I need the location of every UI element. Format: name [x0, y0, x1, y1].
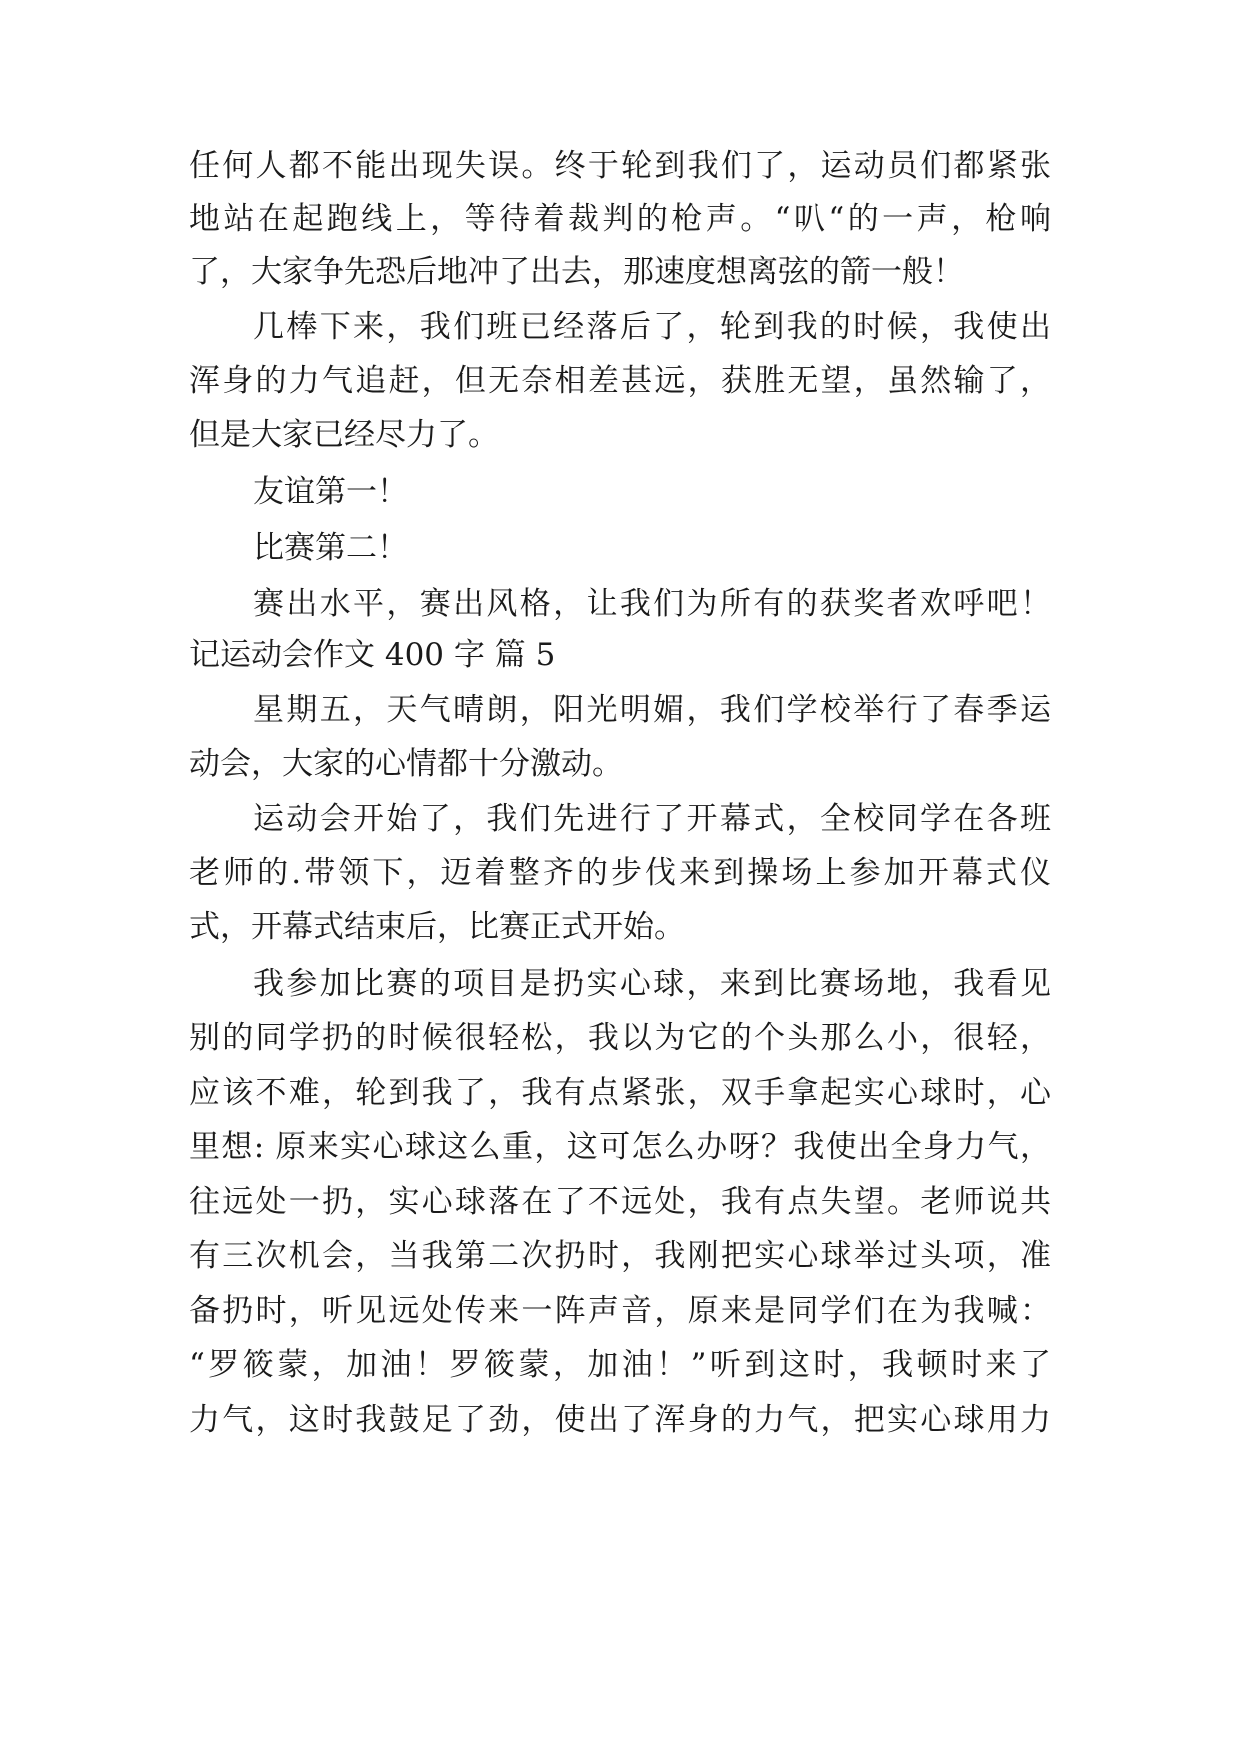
text-line: “罗筱蒙，加油！罗筱蒙，加油！”听到这时，我顿时来了 — [189, 1347, 1051, 1383]
text-line: 里想: 原来实心球这么重，这可怎么办呀？我使出全身力气， — [189, 1129, 1051, 1165]
text-line: 运动会开始了，我们先进行了开幕式，全校同学在各班 — [253, 801, 1051, 837]
text-line: 动会，大家的心情都十分激动。 — [189, 746, 623, 782]
text-line: 赛出水平，赛出风格，让我们为所有的获奖者欢呼吧！ — [253, 586, 1051, 622]
text-line: 往远处一扔，实心球落在了不远处，我有点失望。老师说共 — [189, 1184, 1051, 1220]
text-line: 比赛第二！ — [253, 530, 408, 566]
text-line: 应该不难，轮到我了，我有点紧张，双手拿起实心球时，心 — [189, 1075, 1051, 1111]
text-line: 星期五，天气晴朗，阳光明媚，我们学校举行了春季运 — [253, 692, 1051, 728]
text-line: 老师的.带领下，迈着整齐的步伐来到操场上参加开幕式仪 — [189, 855, 1051, 891]
text-line: 几棒下来，我们班已经落后了，轮到我的时候，我使出 — [253, 309, 1051, 345]
text-line: 有三次机会，当我第二次扔时，我刚把实心球举过头项，准 — [189, 1238, 1051, 1274]
text-line: 地站在起跑线上，等待着裁判的枪声。“叭“的一声，枪响 — [189, 201, 1051, 237]
text-line: 任何人都不能出现失误。终于轮到我们了，运动员们都紧张 — [189, 148, 1051, 184]
text-line: 力气，这时我鼓足了劲，使出了浑身的力气，把实心球用力 — [189, 1402, 1051, 1438]
text-line: 浑身的力气追赶，但无奈相差甚远，获胜无望，虽然输了， — [189, 363, 1051, 399]
text-line: 友谊第一！ — [253, 474, 408, 510]
text-line: 式，开幕式结束后，比赛正式开始。 — [189, 909, 685, 945]
text-line: 我参加比赛的项目是扔实心球，来到比赛场地，我看见 — [253, 966, 1051, 1002]
text-line: 别的同学扔的时候很轻松，我以为它的个头那么小，很轻， — [189, 1020, 1051, 1056]
text-line: 了，大家争先恐后地冲了出去，那速度想离弦的箭一般！ — [189, 254, 964, 290]
text-line: 但是大家已经尽力了。 — [189, 417, 499, 453]
text-line: 备扔时，听见远处传来一阵声音，原来是同学们在为我喊： — [189, 1293, 1051, 1329]
section-heading: 记运动会作文 400 字 篇 5 — [189, 637, 556, 673]
